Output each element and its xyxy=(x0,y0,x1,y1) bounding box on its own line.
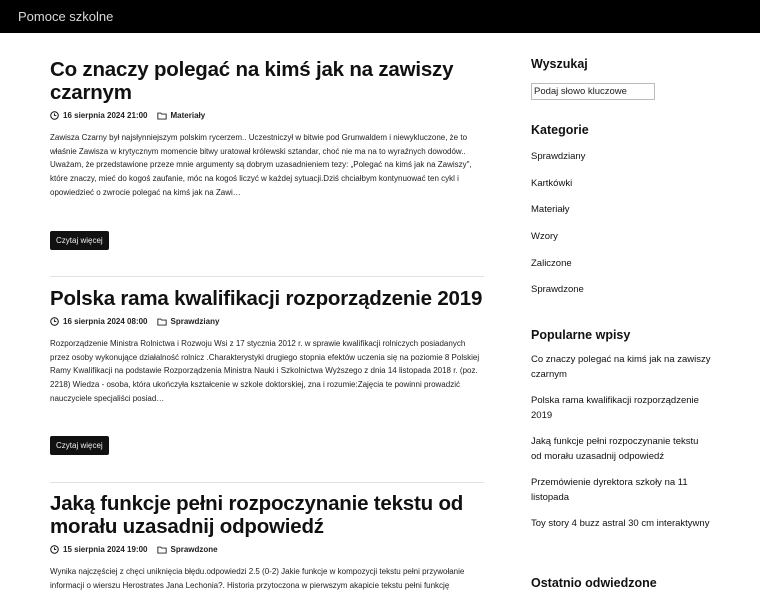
clock-icon xyxy=(50,317,59,326)
article-excerpt: Rozporządzenie Ministra Rolnictwa i Rozwoju Wsi z 17 stycznia 2012 r. w sprawie kwalifikacji rolniczych posiadanych przez osoby wykonujące działalność rolnicz .Charakterystyki drugiego stopnia efektów uczenia się na poziomie 8 Polskiej Ramy Kwalifikacji na podstawie Rozporządzenia Ministra Nauki i Szkolnictwa Wyższego z dnia 14 listopada 2018 r. (poz. 2218) Wiedza - osoba, która ukończyła kształcenie w szkole doktorskiej, zna i rozumie:Zajęcia te powinni prowadzić nauczyciele specjaliści posiad… xyxy=(50,339,480,403)
folder-icon xyxy=(157,546,167,554)
article-divider xyxy=(50,276,484,277)
article-meta xyxy=(50,110,484,121)
article-title-link[interactable]: Co znaczy polegać na kimś jak na zawiszy czarnym xyxy=(50,58,454,104)
sidebar-category-materialy[interactable]: Materiały xyxy=(531,204,570,215)
article-date: 16 sierpnia 2024 21:00 xyxy=(63,111,148,120)
clock-icon xyxy=(50,111,59,120)
popular-post-link[interactable]: Polska rama kwalifikacji rozporządzenie 2019 xyxy=(531,395,699,421)
popular-post-link[interactable]: Jaką funkcje pełni rozpoczynanie tekstu od morału uzasadnij odpowiedź xyxy=(531,436,699,462)
article-excerpt: Zawisza Czarny był najsłynniejszym polskim rycerzem.. Uczestniczył w bitwie pod Grunwaldem i niewykluczone, że to właśnie Zawisza w krytycznym momencie bitwy uratował królewski sztandar, choć nie ma na to wyraźnych dowodów.. Uważam, że przedstawione przeze mnie argumenty są dobrym uzasadnieniem tezy: „Polegać na kimś jak na Zawiszy", które znaczy, mieć do kogoś zaufanie, móc na kogoś liczyć w każdej sytuacji.Dziś chciałbym kontynuować ten cykl i opowiedzieć o zwrocie polegać na kimś jak na Zawi… xyxy=(50,133,472,197)
recently-visited-title: Ostatnio odwiedzone xyxy=(531,576,657,590)
sidebar-category-kartkowki[interactable]: Kartkówki xyxy=(531,178,573,189)
article-title-link[interactable]: Jaką funkcje pełni rozpoczynanie tekstu od morału uzasadnij odpowiedź xyxy=(50,492,464,538)
article-category-link[interactable]: Sprawdzone xyxy=(170,545,218,554)
popular-post-link[interactable]: Toy story 4 buzz astral 30 cm interaktywny xyxy=(531,518,710,529)
article-excerpt: Wynika najczęściej z chęci uniknięcia błędu.odpowiedzi 2.5 (0-2) Jakie funkcje w kompozycji tekstu pełni przywołanie informacji o wierszu Herostrates Jana Lechonia?. Historia przytoczona w pierwszym akapicie tekstu pełni funkcję xyxy=(50,567,465,590)
article-title-link[interactable]: Polska rama kwalifikacji rozporządzenie 2019 xyxy=(50,287,483,310)
popular-post-link[interactable]: Co znaczy polegać na kimś jak na zawiszy czarnym xyxy=(531,354,711,380)
categories-widget-title: Kategorie xyxy=(531,123,589,137)
read-more-button[interactable]: Czytaj więcej xyxy=(50,436,109,455)
search-widget-title: Wyszukaj xyxy=(531,57,588,71)
article-date: 15 sierpnia 2024 19:00 xyxy=(63,545,148,554)
read-more-button[interactable]: Czytaj więcej xyxy=(50,231,109,250)
folder-icon xyxy=(157,112,167,120)
sidebar-category-wzory[interactable]: Wzory xyxy=(531,231,558,242)
article-card xyxy=(50,58,484,250)
article-category-link[interactable]: Sprawdziany xyxy=(170,317,220,326)
clock-icon xyxy=(50,545,59,554)
article-card xyxy=(50,287,484,457)
article-date: 16 sierpnia 2024 08:00 xyxy=(63,317,148,326)
top-navbar xyxy=(0,0,760,33)
site-brand-link[interactable]: Pomoce szkolne xyxy=(18,9,114,24)
article-meta xyxy=(50,544,484,555)
article-card xyxy=(50,492,484,592)
article-divider xyxy=(50,482,484,483)
sidebar-category-zaliczone[interactable]: Zaliczone xyxy=(531,258,572,269)
article-category-link[interactable]: Materiały xyxy=(170,111,206,120)
article-meta xyxy=(50,316,484,327)
sidebar-category-sprawdzone[interactable]: Sprawdzone xyxy=(531,284,584,295)
popular-post-link[interactable]: Przemówienie dyrektora szkoły na 11 listopada xyxy=(531,477,688,503)
main-content xyxy=(50,58,484,590)
popular-posts-title: Popularne wpisy xyxy=(531,328,631,342)
search-input[interactable] xyxy=(531,83,655,100)
folder-icon xyxy=(157,318,167,326)
sidebar-category-sprawdziany[interactable]: Sprawdziany xyxy=(531,151,586,162)
